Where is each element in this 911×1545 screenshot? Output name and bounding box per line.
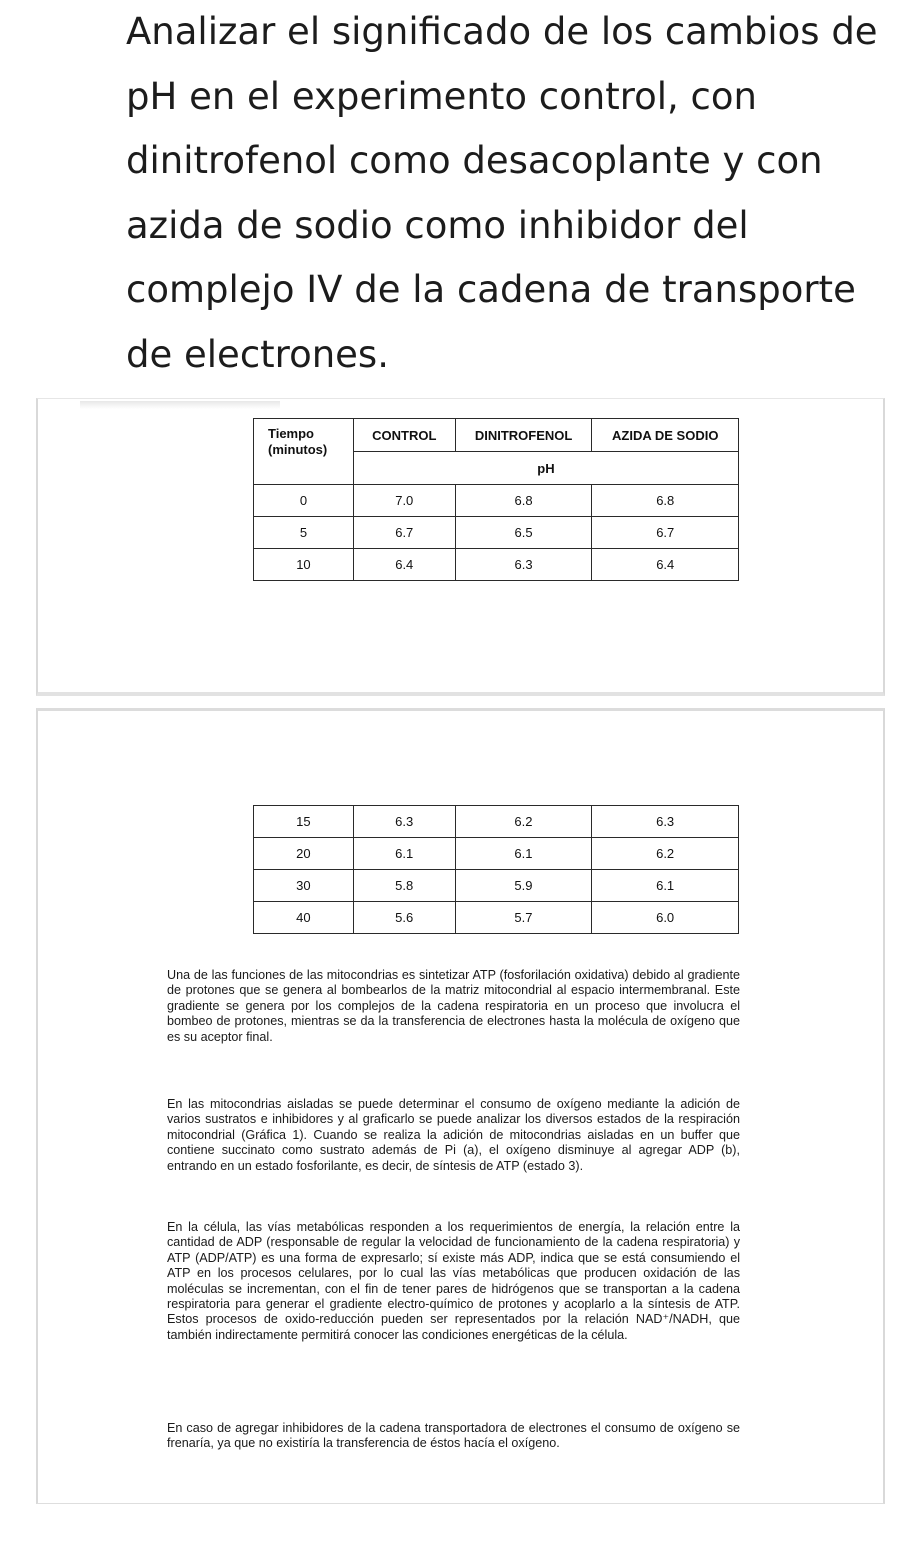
- cell-dinitrofenol: 6.5: [455, 517, 592, 549]
- cell-azida: 6.0: [592, 902, 739, 934]
- header-tiempo: Tiempo (minutos): [254, 419, 354, 485]
- header-ph: pH: [353, 452, 738, 485]
- table-row: [254, 902, 739, 934]
- header-control: CONTROL: [353, 419, 455, 452]
- cell-dinitrofenol: 6.1: [455, 838, 592, 870]
- ph-table-bottom: [253, 805, 739, 934]
- cell-control: 6.7: [353, 517, 455, 549]
- paragraph-inhibitors: En caso de agregar inhibidores de la cadena transportadora de electrones el consumo de oxígeno se frenaría, ya que no existiría la transferencia de éstos hacía el oxígeno.: [167, 1421, 740, 1451]
- table-row: [254, 870, 739, 902]
- ph-table-top: [253, 418, 739, 581]
- cell-control: 5.6: [353, 902, 455, 934]
- cell-control: 7.0: [353, 485, 455, 517]
- cell-dinitrofenol: 5.7: [455, 902, 592, 934]
- table-row: [254, 549, 739, 581]
- page-shadow: [80, 401, 280, 409]
- paragraph-metabolic-pathways: En la célula, las vías metabólicas responden a los requerimientos de energía, la relación entre la cantidad de ADP (responsable de regular la velocidad de funcionamiento de la cadena respiratoria) y ATP (ADP/ATP) es una forma de expresarlo; sí existe más ADP, indica que se está consumiendo el ATP en los procesos celulares, por lo cual las vías metabólicas que producen oxidación de las moléculas se incrementan, con el fin de tener pares de hidrógenos que se transportan a la cadena respiratoria para generar el gradiente electro-químico de protones y acoplarlo a la síntesis de ATP. Estos procesos de oxido-reducción pueden ser representados por la relación NAD⁺/NADH, que también indirectamente permitirá conocer las condiciones energéticas de la célula.: [167, 1220, 740, 1342]
- table-row: [254, 806, 739, 838]
- cell-control: 5.8: [353, 870, 455, 902]
- cell-dinitrofenol: 6.3: [455, 549, 592, 581]
- cell-azida: 6.7: [592, 517, 739, 549]
- cell-dinitrofenol: 6.2: [455, 806, 592, 838]
- cell-tiempo: 30: [254, 870, 354, 902]
- cell-azida: 6.8: [592, 485, 739, 517]
- header-dinitrofenol: DINITROFENOL: [455, 419, 592, 452]
- question-text: Analizar el significado de los cambios de pH en el experimento control, con dinitrofenol como desacoplante y con azida de sodio como inhibidor del complejo IV de la cadena de transporte de electrones.: [126, 10, 878, 376]
- table-row: [254, 838, 739, 870]
- cell-dinitrofenol: 6.8: [455, 485, 592, 517]
- cell-control: 6.1: [353, 838, 455, 870]
- cell-control: 6.4: [353, 549, 455, 581]
- cell-tiempo: 10: [254, 549, 354, 581]
- cell-tiempo: 15: [254, 806, 354, 838]
- paragraph-oxygen-consumption: En las mitocondrias aisladas se puede determinar el consumo de oxígeno mediante la adición de varios sustratos e inhibidores y al graficarlo se puede analizar los diversos estados de la respiración mitocondrial (Gráfica 1). Cuando se realiza la adición de mitocondrias aisladas en un buffer que contiene succinato como sustrato además de Pi (a), el oxígeno disminuye al agregar ADP (b), entrando en un estado fosforilante, es decir, de síntesis de ATP (estado 3).: [167, 1097, 740, 1173]
- cell-azida: 6.3: [592, 806, 739, 838]
- cell-azida: 6.2: [592, 838, 739, 870]
- paragraph-atp-synthesis: Una de las funciones de las mitocondrias es sintetizar ATP (fosforilación oxidativa) debido al gradiente de protones que se genera al bombearlos de la matriz mitocondrial al espacio intermembranal. Este gradiente se genera por los complejos de la cadena respiratoria en un proceso que involucra el bombeo de protones, mientras se da la transferencia de electrones hasta la molécula de oxígeno que es su aceptor final.: [167, 968, 740, 1044]
- table-row: [254, 485, 739, 517]
- header-azida: AZIDA DE SODIO: [592, 419, 739, 452]
- cell-control: 6.3: [353, 806, 455, 838]
- cell-tiempo: 20: [254, 838, 354, 870]
- cell-tiempo: 5: [254, 517, 354, 549]
- table-row: [254, 517, 739, 549]
- cell-azida: 6.1: [592, 870, 739, 902]
- cell-azida: 6.4: [592, 549, 739, 581]
- cell-dinitrofenol: 5.9: [455, 870, 592, 902]
- cell-tiempo: 40: [254, 902, 354, 934]
- cell-tiempo: 0: [254, 485, 354, 517]
